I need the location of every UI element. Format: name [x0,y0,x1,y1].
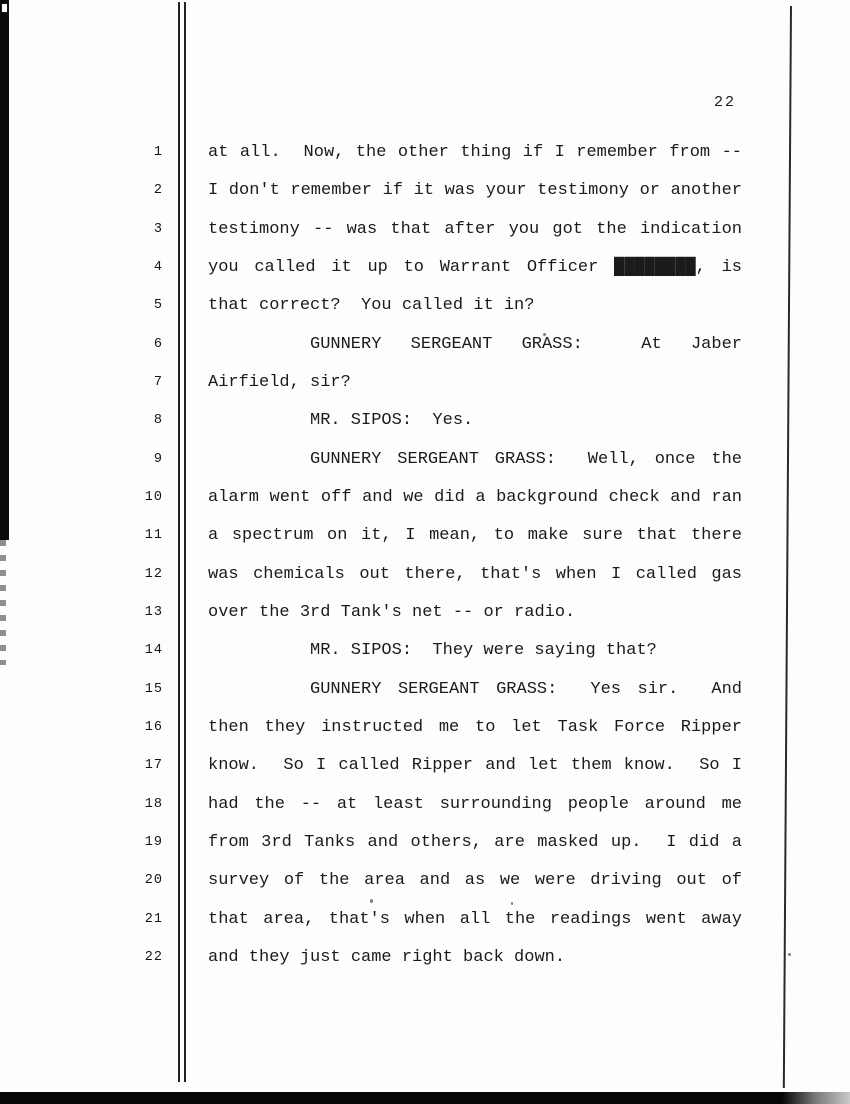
transcript-line: and they just came right back down. [208,947,566,967]
line-number: 11 [144,528,163,544]
line-number: 20 [144,873,163,889]
transcript-line: that correct? You called it in? [208,296,535,316]
line-number: 12 [144,566,163,582]
line-number: 17 [144,758,163,774]
transcript-line: testimony -- was that after you got the indication [208,219,742,239]
scan-edge-right-line [783,6,792,1088]
transcript-line: GUNNERY SERGEANT GRASS: At Jaber [310,334,742,354]
transcript-line: over the 3rd Tank's net -- or radio. [208,602,576,622]
transcript-line: then they instructed me to let Task Force Ripper [208,717,742,737]
line-number: 7 [153,374,163,390]
page-number: 22 [714,94,737,111]
transcript-line: from 3rd Tanks and others, are masked up. I did a [208,832,742,852]
transcript-line: survey of the area and as we were driving out of [208,871,742,891]
transcript-line: had the -- at least surrounding people around me [208,794,742,814]
line-number: 5 [153,298,163,314]
line-number: 22 [144,949,163,965]
scan-edge-bottom-bar [0,1092,850,1104]
line-number: 21 [144,911,163,927]
margin-double-rule-outer [178,2,180,1082]
transcript-line: GUNNERY SERGEANT GRASS: Yes sir. And [310,679,742,699]
line-number: 1 [153,145,163,160]
transcript-line: a spectrum on it, I mean, to make sure that there [208,526,742,546]
scan-speck [788,953,791,956]
transcript-line: alarm went off and we did a background check and ran [208,487,742,507]
transcript-line: was chemicals out there, that's when I called gas [208,564,742,584]
transcript-text-column [208,134,742,977]
line-number: 9 [153,451,163,467]
scan-edge-left-notch [0,2,9,14]
transcript-line: know. So I called Ripper and let them know. So I [208,756,742,776]
transcript-line: that area, that's when all the readings went away [208,909,742,929]
line-number: 4 [153,259,163,275]
transcript-line: GUNNERY SERGEANT GRASS: Well, once the [310,449,742,469]
line-number: 3 [153,221,163,237]
line-number: 10 [144,489,163,505]
transcript-line: MR. SIPOS: Yes. [310,411,474,431]
line-number: 15 [144,681,163,697]
margin-double-rule-inner [184,2,186,1082]
line-number: 18 [144,796,163,812]
line-number: 13 [144,604,163,620]
line-number: 19 [144,834,163,850]
line-number: 2 [153,183,163,199]
line-number: 14 [144,643,163,659]
transcript-line: I don't remember if it was your testimony or another [208,181,742,201]
line-number-column [0,134,163,977]
line-number: 16 [144,719,163,735]
transcript-line: MR. SIPOS: They were saying that? [310,641,657,661]
line-number: 6 [153,336,163,352]
transcript-line: Airfield, sir? [208,372,351,392]
transcript-line: at all. Now, the other thing if I remember from -- [208,143,742,162]
transcript-line-redacted: you called it up to Warrant Officer ████████, is [208,257,742,277]
line-number: 8 [153,413,163,429]
